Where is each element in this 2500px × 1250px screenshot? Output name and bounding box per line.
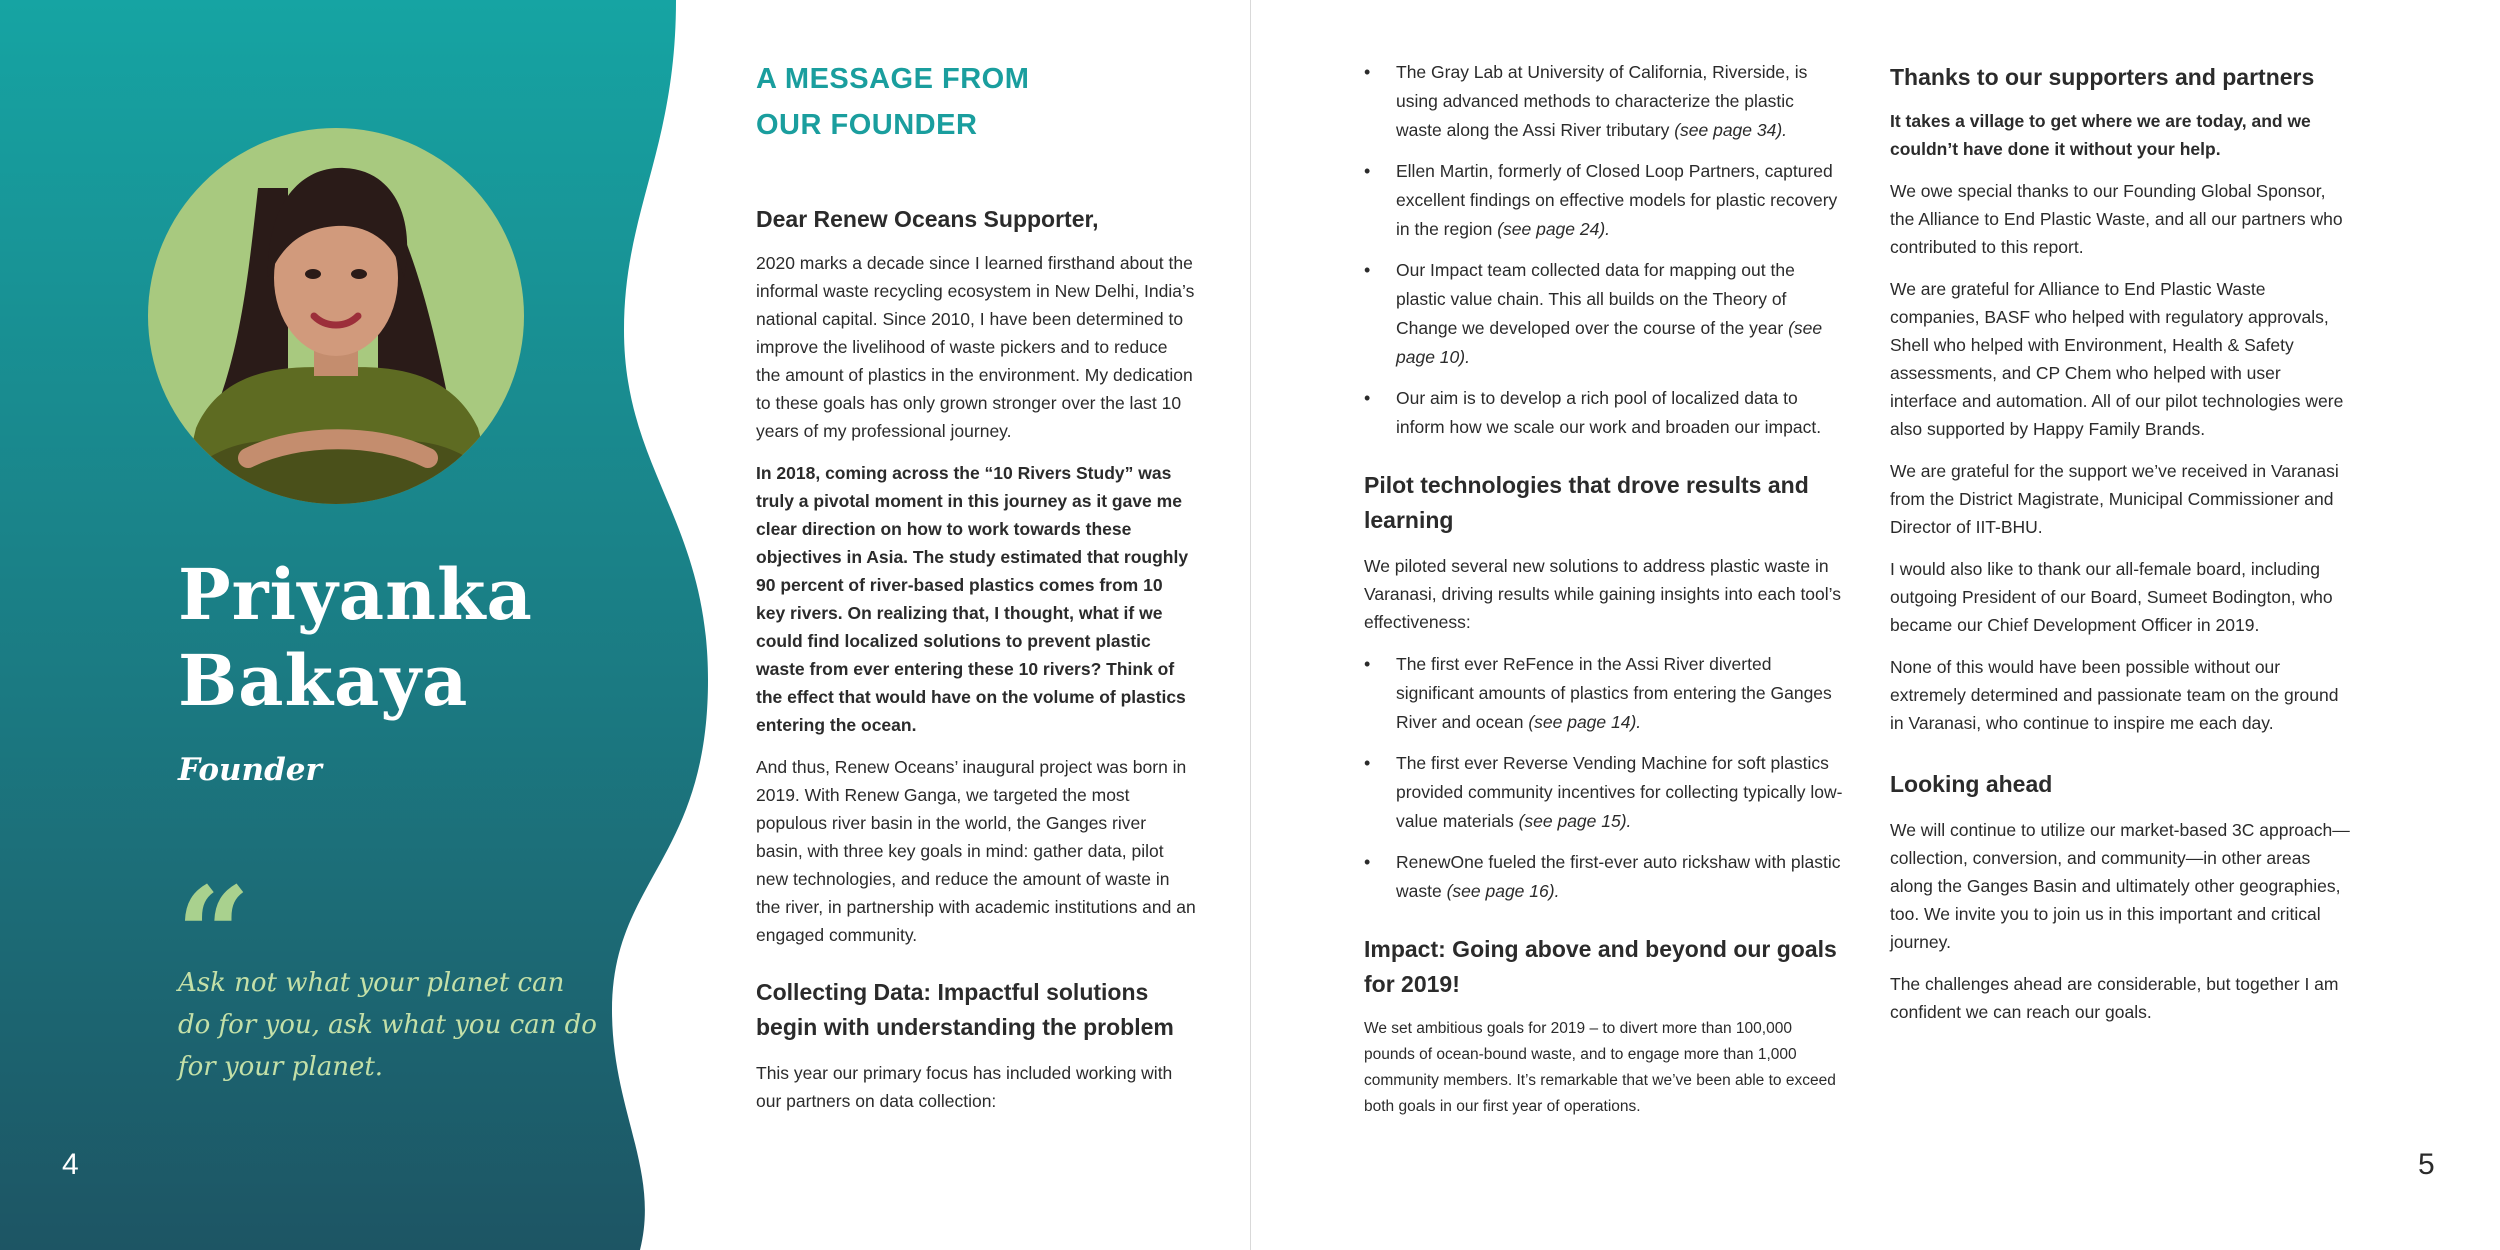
lead-paragraph: It takes a village to get where we are today, and we couldn’t have done it without your help. — [1890, 111, 2311, 159]
paragraph: We are grateful for Alliance to End Plastic Waste companies, BASF who helped with regulatory approvals, Shell who helped with Environment, Health & Safety assessments, and CP Chem who helped with user interface and automation. All of our pilot technologies were also supported by Happy Family Brands. — [1890, 279, 2344, 439]
list-item: • RenewOne fueled the first-ever auto rickshaw with plastic waste (see page 16). — [1364, 848, 1844, 906]
founder-quote: Ask not what your planet can do for you, ask what you can do for your planet. — [178, 968, 597, 1082]
paragraph: We owe special thanks to our Founding Global Sponsor, the Alliance to End Plastic Waste, and all our partners who contributed to this report. — [1890, 181, 2343, 257]
paragraph: We piloted several new solutions to address plastic waste in Varanasi, driving results while gaining insights into each tool’s effectiveness: — [1364, 556, 1841, 632]
founder-portrait — [148, 128, 524, 504]
list-item: • The first ever ReFence in the Assi River diverted significant amounts of plastics from entering the Ganges River and ocean (see page 14). — [1364, 650, 1844, 737]
paragraph: We will continue to utilize our market-based 3C approach—collection, conversion, and community—in other areas along the Ganges Basin and ultimately other geographies, too. We invite you to join us in this important and critical journey. — [1890, 820, 2350, 952]
quote-mark-icon: “ — [176, 870, 251, 980]
section-heading-impact: Impact: Going above and beyond our goals for 2019! — [1364, 936, 1837, 997]
page-number-right: 5 — [2418, 1148, 2435, 1181]
list-item: • The Gray Lab at University of California, Riverside, is using advanced methods to characterize the plastic waste along the Assi River tributary (see page 34). — [1364, 58, 1844, 145]
salutation: Dear Renew Oceans Supporter, — [756, 206, 1099, 232]
pilot-technologies-list — [1364, 650, 1844, 906]
section-heading-collecting-data: Collecting Data: Impactful solutions begin with understanding the problem — [756, 979, 1174, 1040]
list-item: • Ellen Martin, formerly of Closed Loop Partners, captured excellent findings on effective models for plastic recovery in the region (see page 24). — [1364, 157, 1844, 244]
paragraph: None of this would have been possible without our extremely determined and passionate team on the ground in Varanasi, who continue to inspire me each day. — [1890, 657, 2339, 733]
kicker-line-2: OUR FOUNDER — [756, 109, 978, 141]
letter-column-2 — [1364, 58, 1844, 1134]
section-heading-looking-ahead: Looking ahead — [1890, 771, 2053, 797]
section-heading-pilot: Pilot technologies that drove results and learning — [1364, 472, 1809, 533]
paragraph: We are grateful for the support we’ve received in Varanasi from the District Magistrate, Municipal Commissioner and Director of IIT-BHU. — [1890, 461, 2339, 537]
founder-role: Founder — [178, 752, 322, 788]
founder-last-name: Bakaya — [178, 639, 469, 722]
list-item: • The first ever Reverse Vending Machine for soft plastics provided community incentives for collecting typically low-value materials (see page 15). — [1364, 749, 1844, 836]
list-item: • Our aim is to develop a rich pool of localized data to inform how we scale our work and broaden our impact. — [1364, 384, 1844, 442]
letter-column-3 — [1890, 60, 2350, 1040]
paragraph: We set ambitious goals for 2019 – to divert more than 100,000 pounds of ocean-bound waste, and to engage more than 1,000 community members. It’s remarkable that we’ve been able to exceed both goals in our first year of operations. — [1364, 1020, 1836, 1115]
page-number-left: 4 — [62, 1148, 79, 1181]
paragraph-bold: In 2018, coming across the “10 Rivers Study” was truly a pivotal moment in this journey as it gave me clear direction on how to work towards these objectives in Asia. The study estimated that roughly 90 percent of river-based plastics comes from 10 key rivers. On realizing that, I thought, what if we could find localized solutions to prevent plastic waste from ever entering these 10 rivers? Think of the effect that would have on the volume of plastics entering the ocean. — [756, 463, 1189, 735]
founder-name — [178, 552, 598, 724]
section-kicker — [756, 56, 1176, 148]
founder-first-name: Priyanka — [178, 553, 533, 636]
paragraph: This year our primary focus has included working with our partners on data collection: — [756, 1063, 1173, 1111]
kicker-line-1: A MESSAGE FROM — [756, 63, 1030, 95]
letter-column-1 — [756, 202, 1196, 1129]
paragraph: And thus, Renew Oceans’ inaugural project was born in 2019. With Renew Ganga, we targeted the most populous river basin in the world, the Ganges river basin, with three key goals in mind: gather data, pilot new technologies, and reduce the amount of waste in the river, in partnership with academic institutions and an engaged community. — [756, 757, 1196, 945]
page-gutter — [1250, 0, 1251, 1250]
data-collection-list — [1364, 58, 1844, 442]
section-heading-thanks: Thanks to our supporters and partners — [1890, 64, 2315, 90]
paragraph: The challenges ahead are considerable, but together I am confident we can reach our goals. — [1890, 974, 2339, 1022]
paragraph: 2020 marks a decade since I learned firsthand about the informal waste recycling ecosystem in New Delhi, India’s national capital. Since 2010, I have been determined to improve the livelihood of waste pickers and to reduce the amount of plastics in the environment. My dedication to these goals has only grown stronger over the last 10 years of my professional journey. — [756, 253, 1195, 441]
list-item: • Our Impact team collected data for mapping out the plastic value chain. This all builds on the Theory of Change we developed over the course of the year (see page 10). — [1364, 256, 1844, 372]
paragraph: I would also like to thank our all-female board, including outgoing President of our Board, Sumeet Bodington, who became our Chief Development Officer in 2019. — [1890, 559, 2333, 635]
